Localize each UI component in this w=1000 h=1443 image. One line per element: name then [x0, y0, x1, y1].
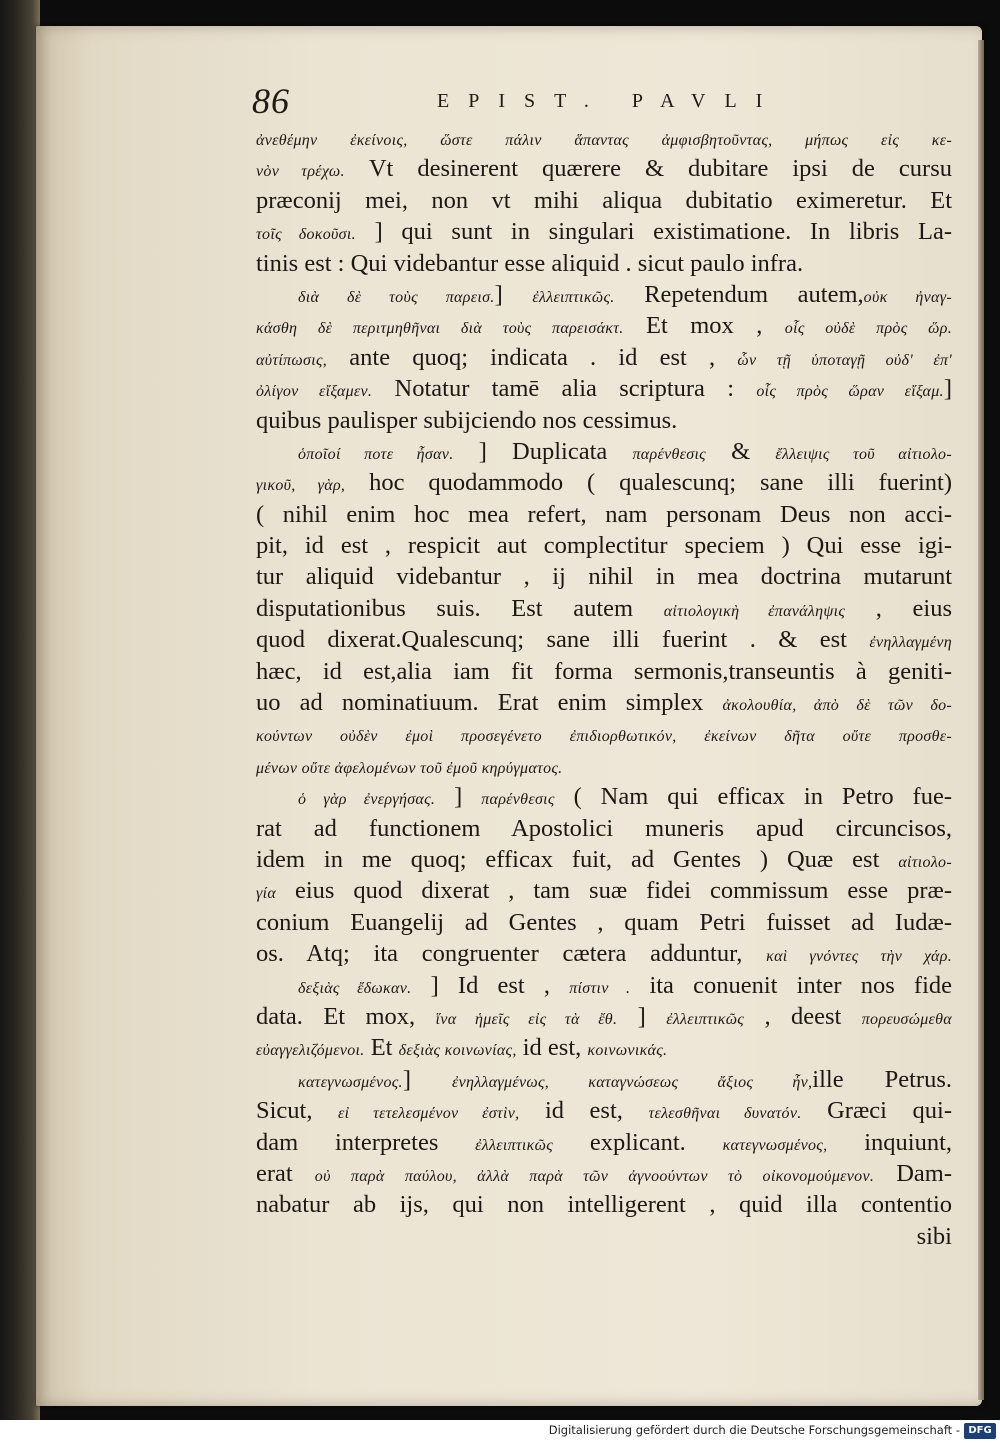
- latin-text: data. Et mox,: [256, 1002, 436, 1030]
- latin-text: sibi: [916, 1222, 952, 1250]
- text-line: [256, 970, 952, 1001]
- latin-text: dam interpretes: [256, 1128, 476, 1156]
- greek-phrase: δεξιὰς κοινωνίας,: [398, 1042, 517, 1060]
- latin-text: id est,: [516, 1034, 588, 1062]
- latin-text: rat ad functionem Apostolici muneris apud circuncisos,: [256, 814, 952, 842]
- dfg-logo: DFG: [964, 1423, 996, 1439]
- greek-phrase: οὐκ ἠναγ-: [863, 288, 952, 306]
- greek-phrase: ἔλλειψις τοῦ αἰτιολο-: [775, 445, 952, 463]
- greek-phrase: πορευσώμεθα: [861, 1010, 953, 1028]
- greek-phrase: καὶ γνόντες τὴν χάρ.: [766, 948, 953, 966]
- latin-text: quibus paulisper subijciendo nos cessimus.: [256, 406, 678, 434]
- text-line: [256, 656, 952, 687]
- greek-phrase: ὁποῖοί ποτε ἦσαν.: [298, 445, 454, 463]
- latin-text: Græci qui-: [801, 1097, 952, 1125]
- text-line: [256, 405, 952, 436]
- latin-text: ante quoq; indicata . id est ,: [327, 343, 738, 371]
- latin-text: ] Duplicata: [453, 437, 633, 465]
- latin-text: inquiunt,: [827, 1128, 952, 1156]
- footer-bar: [0, 1420, 1000, 1443]
- latin-text: Sicut,: [256, 1097, 339, 1125]
- text-line: [256, 248, 952, 279]
- text-line: [256, 1001, 952, 1032]
- text-line: [256, 310, 952, 341]
- text-line: [256, 185, 952, 216]
- text-line: [256, 687, 952, 718]
- greek-phrase: ὧν τῇ ὑποταγῇ οὐδ' ἐπ': [737, 351, 952, 369]
- text-line: [256, 499, 952, 530]
- latin-text: ille Petrus.: [812, 1065, 952, 1093]
- greek-phrase: νὸν τρέχω.: [256, 163, 345, 181]
- greek-phrase: κατεγνωσμένος,: [722, 1136, 828, 1154]
- greek-phrase: τελεσθῆναι δυνατόν.: [648, 1105, 802, 1123]
- greek-phrase: ἐλλειπτικῶς: [475, 1136, 554, 1154]
- latin-text: ]: [435, 783, 482, 811]
- text-line: [256, 938, 952, 969]
- greek-phrase: γία: [256, 885, 277, 903]
- text-line: [256, 593, 952, 624]
- text-line: [256, 907, 952, 938]
- latin-text: Et mox ,: [623, 312, 785, 340]
- greek-phrase: οἷς οὐδὲ πρὸς ὥρ.: [784, 320, 952, 338]
- latin-text: , eius: [845, 594, 953, 622]
- latin-text: , deest: [744, 1002, 862, 1030]
- text-line: [256, 1095, 952, 1126]
- latin-text: &: [705, 437, 776, 465]
- greek-phrase: τοῖς δοκοῦσι.: [256, 226, 356, 244]
- latin-text: ] qui sunt in singulari existimatione. In libris La-: [355, 218, 952, 246]
- latin-text: os. Atq; ita congruenter cætera adduntur,: [256, 940, 767, 968]
- latin-text: nabatur ab ijs, qui non intelligerent , quid illa contentio: [256, 1191, 952, 1219]
- text-line: [256, 875, 952, 906]
- greek-phrase: ἐνηλλαγμένη: [869, 634, 952, 652]
- greek-phrase: ἐνηλλαγμένως, καταγνώσεως ἄξιος ἦν,: [452, 1073, 813, 1091]
- latin-text: ( nihil enim hoc mea refert, nam personam Deus non acci-: [256, 500, 952, 528]
- greek-phrase: ἐλλειπτικῶς.: [532, 288, 615, 306]
- latin-text: uo ad nominatiuum. Erat enim simplex: [256, 689, 723, 717]
- text-line: [256, 750, 952, 781]
- text-line: [256, 624, 952, 655]
- greek-phrase: κάσθη δὲ περιτμηθῆναι διὰ τοὺς παρεισάκτ.: [256, 320, 624, 338]
- text-line: [256, 530, 952, 561]
- greek-phrase: ὀλίγον εἴξαμεν.: [256, 383, 373, 401]
- text-line: [256, 1064, 952, 1095]
- greek-phrase: ἀνεθέμην ἐκείνοις, ὥστε πάλιν ἅπαντας ἀμφισβητοῦντας, μήπως εἰς κε-: [256, 132, 952, 149]
- text-line: [256, 216, 952, 247]
- greek-phrase: ἀκολουθία, ἀπὸ δὲ τῶν δο-: [722, 697, 952, 715]
- greek-phrase: δεξιὰς ἔδωκαν.: [298, 979, 412, 997]
- latin-text: eius quod dixerat , tam suæ fidei commissum esse præ-: [276, 877, 952, 905]
- latin-text: conium Euangelij ad Gentes , quam Petri fuisset ad Iudæ-: [256, 908, 952, 936]
- text-line: [256, 1189, 952, 1220]
- text-line: [256, 781, 952, 812]
- greek-phrase: εὐαγγελιζόμενοι.: [256, 1042, 365, 1060]
- text-line: [256, 1032, 952, 1063]
- text-line: [256, 342, 952, 373]
- greek-phrase: μένων οὔτε ἀφελομένων τοῦ ἐμοῦ κηρύγματος.: [256, 759, 563, 777]
- greek-phrase: ὁ γὰρ ἐνεργήσας.: [298, 791, 436, 809]
- latin-text: Notatur tamē alia scriptura :: [372, 375, 757, 403]
- latin-text: Vt desinerent quærere & dubitare ipsi de cursu: [344, 155, 952, 183]
- latin-text: ]: [617, 1002, 667, 1030]
- greek-phrase: αἰτιολο-: [898, 853, 952, 871]
- footer-credit: Digitalisierung gefördert durch die Deutsche Forschungsgemeinschaft -: [548, 1423, 960, 1437]
- page-number: 86: [252, 81, 290, 121]
- latin-text: hoc quodammodo ( qualescunq; sane illi fuerint): [345, 469, 952, 497]
- latin-text: præconij mei, non vt mihi aliqua dubitatio eximeretur. Et: [256, 186, 952, 214]
- latin-text: Et: [364, 1034, 399, 1062]
- text-line: [256, 813, 952, 844]
- greek-phrase: γικοῦ, γὰρ,: [256, 477, 346, 495]
- latin-text: Repetendum autem,: [614, 280, 864, 308]
- latin-text: quod dixerat.Qualescunq; sane illi fuerint . & est: [256, 626, 870, 654]
- latin-text: explicant.: [553, 1128, 723, 1156]
- latin-text: tur aliquid videbantur , ij nihil in mea doctrina mutarunt: [256, 563, 952, 591]
- greek-phrase: αὐτίπωσις,: [256, 351, 328, 369]
- greek-phrase: κοινωνικάς.: [587, 1042, 668, 1060]
- latin-text: ( Nam qui efficax in Petro fue-: [554, 783, 952, 811]
- greek-phrase: εἰ τετελεσμένον ἐστὶν,: [338, 1105, 520, 1123]
- latin-text: hæc, id est,alia iam fit forma sermonis,transeuntis à geniti-: [256, 657, 952, 685]
- text-line: [256, 844, 952, 875]
- text-line: [256, 122, 952, 153]
- text-line: [256, 561, 952, 592]
- latin-text: pit, id est , respicit aut complectitur speciem ) Qui esse igi-: [256, 532, 952, 560]
- book-binding: [0, 0, 40, 1420]
- latin-text: ]: [494, 280, 533, 308]
- text-line: [256, 467, 952, 498]
- latin-text: erat: [256, 1159, 315, 1187]
- greek-phrase: διὰ δὲ τοὺς παρεισ.: [298, 288, 495, 306]
- greek-phrase: οὐ παρὰ παύλου, ἀλλὰ παρὰ τῶν ἀγνοούντων τὸ οἰκονομούμενον.: [314, 1167, 875, 1185]
- page-edge: [978, 40, 984, 1400]
- text-line: [256, 1221, 952, 1252]
- greek-phrase: κατεγνωσμένος.: [298, 1073, 403, 1091]
- text-line: [256, 373, 952, 404]
- latin-text: disputationibus suis. Est autem: [256, 594, 664, 622]
- greek-phrase: παρένθεσις: [632, 445, 706, 463]
- greek-phrase: ἵνα ἡμεῖς εἰς τὰ ἔθ.: [435, 1010, 618, 1028]
- text-line: [256, 153, 952, 184]
- greek-phrase: παρένθεσις: [481, 791, 555, 809]
- latin-text: tinis est : Qui videbantur esse aliquid . sicut paulo infra.: [256, 249, 804, 277]
- greek-phrase: κούντων οὐδὲν ἐμοὶ προσεγένετο ἐπιδιορθωτικόν, ἐκείνων δῆτα οὔτε προσθε-: [256, 728, 952, 746]
- greek-phrase: αἰτιολογικὴ ἐπανάληψις: [663, 602, 846, 620]
- latin-text: ]: [943, 375, 952, 403]
- text-line: [256, 279, 952, 310]
- text-line: [256, 718, 952, 749]
- text-line: [256, 436, 952, 467]
- latin-text: Dam-: [874, 1159, 952, 1187]
- greek-phrase: πίστιν .: [569, 979, 631, 997]
- text-line: [256, 1127, 952, 1158]
- latin-text: id est,: [519, 1097, 649, 1125]
- latin-text: idem in me quoq; efficax fuit, ad Gentes ) Quæ est: [256, 845, 899, 873]
- greek-phrase: οἷς πρὸς ὥραν εἴξαμ.: [756, 383, 944, 401]
- text-line: [256, 1158, 952, 1189]
- latin-text: ita conuenit inter nos fide: [630, 971, 952, 999]
- body-text: [256, 122, 952, 1252]
- running-head: EPIST. PAVLI: [437, 90, 782, 112]
- latin-text: ] Id est ,: [411, 971, 570, 999]
- greek-phrase: ἐλλειπτικῶς: [666, 1010, 745, 1028]
- latin-text: ]: [402, 1065, 453, 1093]
